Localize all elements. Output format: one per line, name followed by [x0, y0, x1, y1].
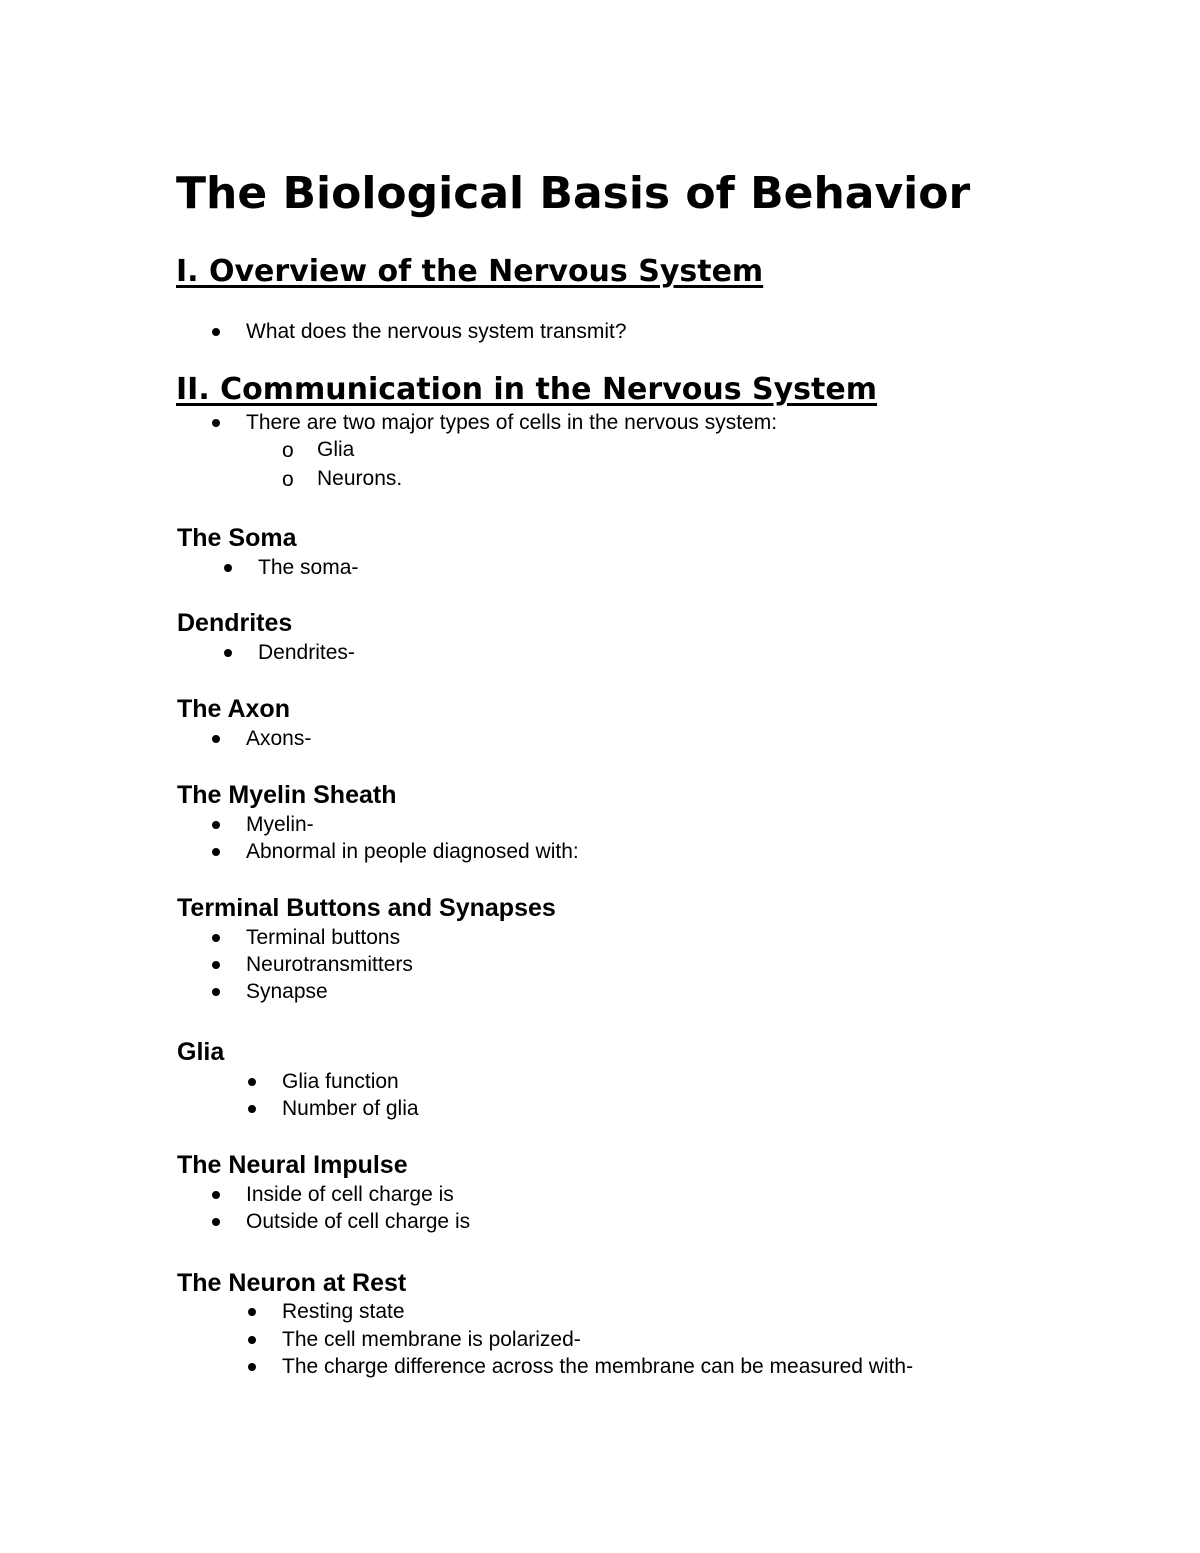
- list-item: Terminal buttons: [246, 926, 401, 949]
- subsection-heading-axon: The Axon: [177, 695, 290, 723]
- subsection-heading-glia: Glia: [177, 1038, 225, 1066]
- bullet-icon: [212, 848, 220, 856]
- bullet-icon: [212, 934, 220, 942]
- list-item: The charge difference across the membrane can be measured with-: [282, 1355, 914, 1378]
- list-item: The soma-: [258, 556, 359, 579]
- bullet-icon: [212, 328, 220, 336]
- list-item: Number of glia: [282, 1097, 419, 1120]
- hollow-bullet-icon: o: [282, 439, 294, 462]
- sub-list-item: Glia: [317, 438, 355, 461]
- bullet-icon: [248, 1363, 256, 1371]
- bullet-icon: [248, 1308, 256, 1316]
- subsection-heading-dendrites: Dendrites: [177, 609, 293, 637]
- subsection-heading-terminal: Terminal Buttons and Synapses: [177, 894, 556, 922]
- bullet-icon: [224, 649, 232, 657]
- bullet-icon: [212, 419, 220, 427]
- bullet-icon: [212, 988, 220, 996]
- subsection-heading-soma: The Soma: [177, 524, 297, 552]
- bullet-icon: [248, 1105, 256, 1113]
- list-item: Dendrites-: [258, 641, 355, 664]
- list-item: Inside of cell charge is: [246, 1183, 454, 1206]
- bullet-icon: [212, 961, 220, 969]
- list-item: Resting state: [282, 1300, 405, 1323]
- bullet-icon: [248, 1336, 256, 1344]
- sub-list-item: Neurons.: [317, 467, 403, 490]
- section-heading-communication: II. Communication in the Nervous System: [176, 372, 877, 407]
- section-heading-overview: I. Overview of the Nervous System: [176, 254, 764, 289]
- list-item: Synapse: [246, 980, 328, 1003]
- list-item: The cell membrane is polarized-: [282, 1328, 581, 1351]
- list-item: What does the nervous system transmit?: [246, 320, 627, 343]
- list-item: Abnormal in people diagnosed with:: [246, 840, 579, 863]
- subsection-heading-myelin: The Myelin Sheath: [177, 781, 397, 809]
- bullet-icon: [212, 1218, 220, 1226]
- bullet-icon: [212, 735, 220, 743]
- list-item: Axons-: [246, 727, 312, 750]
- list-item: Myelin-: [246, 813, 314, 836]
- document-title: The Biological Basis of Behavior: [176, 168, 971, 219]
- list-item: There are two major types of cells in the nervous system:: [246, 411, 778, 434]
- subsection-heading-rest: The Neuron at Rest: [177, 1269, 407, 1297]
- bullet-icon: [212, 1191, 220, 1199]
- bullet-icon: [248, 1078, 256, 1086]
- bullet-icon: [212, 821, 220, 829]
- list-item: Neurotransmitters: [246, 953, 413, 976]
- list-item: Glia function: [282, 1070, 399, 1093]
- bullet-icon: [224, 564, 232, 572]
- subsection-heading-impulse: The Neural Impulse: [177, 1151, 408, 1179]
- list-item: Outside of cell charge is: [246, 1210, 471, 1233]
- hollow-bullet-icon: o: [282, 468, 294, 491]
